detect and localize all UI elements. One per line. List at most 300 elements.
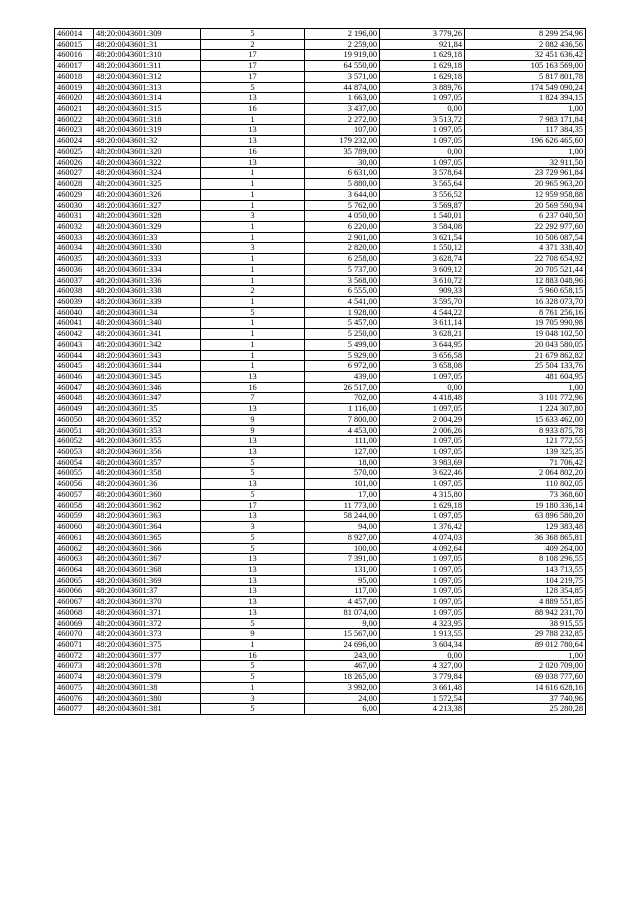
cell-cadastral-number: 48:20:0043601:35 [94,404,201,415]
cell-cadastral-value: 1,00 [465,650,586,661]
cell-area: 3 992,00 [305,682,380,693]
cell-specific-value: 3 658,08 [380,361,465,372]
cell-specific-value: 1 097,05 [380,586,465,597]
cell-id: 460048 [55,393,94,404]
cell-specific-value: 3 889,76 [380,82,465,93]
cell-cadastral-value: 117 384,35 [465,125,586,136]
cell-specific-value: 1 572,54 [380,693,465,704]
cell-specific-value: 1 097,05 [380,157,465,168]
cell-cadastral-value: 36 368 865,81 [465,532,586,543]
cell-category: 1 [201,350,305,361]
cell-specific-value: 1 629,18 [380,71,465,82]
cell-area: 1 928,00 [305,307,380,318]
cell-area: 243,00 [305,650,380,661]
cell-category: 2 [201,39,305,50]
cell-id: 460044 [55,350,94,361]
cell-category: 5 [201,468,305,479]
cell-cadastral-number: 48:20:0043601:333 [94,254,201,265]
cell-id: 460021 [55,104,94,115]
table-row [55,414,586,425]
cell-id: 460025 [55,146,94,157]
cell-specific-value: 1 097,05 [380,554,465,565]
cell-id: 460016 [55,50,94,61]
table-row [55,650,586,661]
table-row [55,39,586,50]
cell-specific-value: 2 004,29 [380,414,465,425]
cell-id: 460074 [55,672,94,683]
cell-area: 111,00 [305,436,380,447]
cell-cadastral-number: 48:20:0043601:324 [94,168,201,179]
cell-cadastral-number: 48:20:0043601:326 [94,189,201,200]
cell-id: 460029 [55,189,94,200]
table-row [55,232,586,243]
cell-id: 460060 [55,522,94,533]
cell-specific-value: 4 327,00 [380,661,465,672]
cell-specific-value: 3 661,48 [380,682,465,693]
cell-id: 460028 [55,179,94,190]
cell-specific-value: 4 074,03 [380,532,465,543]
table-row [55,307,586,318]
cell-specific-value: 3 565,64 [380,179,465,190]
cell-category: 9 [201,425,305,436]
cell-area: 81 074,00 [305,607,380,618]
cell-specific-value: 4 323,95 [380,618,465,629]
table-row [55,372,586,383]
cell-cadastral-number: 48:20:0043601:37 [94,586,201,597]
cell-id: 460039 [55,296,94,307]
cell-id: 460034 [55,243,94,254]
cell-cadastral-number: 48:20:0043601:318 [94,114,201,125]
cell-cadastral-value: 89 012 780,64 [465,639,586,650]
cell-cadastral-number: 48:20:0043601:372 [94,618,201,629]
cell-id: 460042 [55,329,94,340]
cell-id: 460026 [55,157,94,168]
table-row [55,425,586,436]
table-row [55,296,586,307]
cell-cadastral-number: 48:20:0043601:319 [94,125,201,136]
cell-cadastral-value: 1,00 [465,146,586,157]
cell-cadastral-value: 6 237 040,50 [465,211,586,222]
cell-id: 460064 [55,564,94,575]
cell-category: 16 [201,650,305,661]
table-row [55,447,586,458]
cell-id: 460035 [55,254,94,265]
cell-id: 460033 [55,232,94,243]
table-row [55,318,586,329]
cell-cadastral-value: 12 959 958,88 [465,189,586,200]
cell-area: 2 259,00 [305,39,380,50]
cell-cadastral-value: 32 451 636,42 [465,50,586,61]
cell-id: 460015 [55,39,94,50]
table-row [55,575,586,586]
cell-area: 64 550,00 [305,61,380,72]
cell-specific-value: 0,00 [380,146,465,157]
cell-category: 9 [201,629,305,640]
table-row [55,522,586,533]
cell-specific-value: 3 609,12 [380,264,465,275]
cell-cadastral-number: 48:20:0043601:328 [94,211,201,222]
cell-area: 5 929,00 [305,350,380,361]
cell-id: 460050 [55,414,94,425]
cell-specific-value: 1 629,18 [380,50,465,61]
cell-cadastral-number: 48:20:0043601:315 [94,104,201,115]
cell-id: 460067 [55,597,94,608]
cell-id: 460055 [55,468,94,479]
cell-cadastral-value: 73 368,60 [465,489,586,500]
cell-category: 13 [201,554,305,565]
cell-category: 5 [201,661,305,672]
cell-id: 460058 [55,500,94,511]
cell-category: 1 [201,318,305,329]
cell-area: 3 437,00 [305,104,380,115]
cell-cadastral-value: 25 504 133,76 [465,361,586,372]
cell-cadastral-value: 23 729 961,84 [465,168,586,179]
cell-area: 101,00 [305,479,380,490]
cell-cadastral-value: 1,00 [465,382,586,393]
table-row [55,436,586,447]
cell-category: 7 [201,393,305,404]
table-row [55,554,586,565]
cell-cadastral-number: 48:20:0043601:353 [94,425,201,436]
cell-id: 460037 [55,275,94,286]
cell-area: 127,00 [305,447,380,458]
cell-category: 5 [201,704,305,715]
cell-specific-value: 4 418,48 [380,393,465,404]
table-row [55,393,586,404]
cell-category: 1 [201,114,305,125]
cell-category: 13 [201,136,305,147]
cell-area: 100,00 [305,543,380,554]
cell-category: 13 [201,597,305,608]
cell-specific-value: 1 097,05 [380,511,465,522]
table-row [55,243,586,254]
cell-cadastral-value: 143 713,55 [465,564,586,575]
cell-cadastral-number: 48:20:0043601:322 [94,157,201,168]
table-row [55,50,586,61]
cell-cadastral-value: 16 328 073,70 [465,296,586,307]
table-row [55,189,586,200]
table-row [55,468,586,479]
cell-area: 35 789,00 [305,146,380,157]
cell-specific-value: 4 213,38 [380,704,465,715]
cell-area: 11 773,00 [305,500,380,511]
cell-cadastral-value: 139 325,35 [465,447,586,458]
cell-id: 460054 [55,457,94,468]
cell-cadastral-number: 48:20:0043601:360 [94,489,201,500]
cell-cadastral-number: 48:20:0043601:362 [94,500,201,511]
cell-cadastral-number: 48:20:0043601:358 [94,468,201,479]
cell-area: 131,00 [305,564,380,575]
cell-cadastral-value: 4 889 551,85 [465,597,586,608]
cell-category: 1 [201,264,305,275]
cell-cadastral-number: 48:20:0043601:34 [94,307,201,318]
cell-specific-value: 1 097,05 [380,607,465,618]
cell-id: 460049 [55,404,94,415]
table-body [55,29,586,715]
cell-id: 460040 [55,307,94,318]
cell-specific-value: 1 550,12 [380,243,465,254]
cell-category: 3 [201,211,305,222]
cell-cadastral-number: 48:20:0043601:339 [94,296,201,307]
cell-area: 107,00 [305,125,380,136]
cell-specific-value: 3 556,52 [380,189,465,200]
cell-specific-value: 1 097,05 [380,93,465,104]
cell-specific-value: 3 779,84 [380,672,465,683]
table-row [55,125,586,136]
cell-cadastral-number: 48:20:0043601:375 [94,639,201,650]
table-row [55,82,586,93]
cell-cadastral-value: 7 983 171,84 [465,114,586,125]
cell-cadastral-number: 48:20:0043601:344 [94,361,201,372]
table-row [55,146,586,157]
cell-specific-value: 0,00 [380,650,465,661]
cell-category: 3 [201,243,305,254]
cell-id: 460047 [55,382,94,393]
cell-cadastral-value: 21 679 862,82 [465,350,586,361]
cell-cadastral-number: 48:20:0043601:373 [94,629,201,640]
cell-specific-value: 0,00 [380,382,465,393]
cell-cadastral-number: 48:20:0043601:312 [94,71,201,82]
cell-id: 460030 [55,200,94,211]
cell-specific-value: 3 513,72 [380,114,465,125]
cell-area: 2 901,00 [305,232,380,243]
cadastral-value-table [54,28,586,715]
cell-id: 460022 [55,114,94,125]
cell-id: 460045 [55,361,94,372]
cell-area: 6 972,00 [305,361,380,372]
table-row [55,382,586,393]
cell-category: 5 [201,457,305,468]
cell-category: 2 [201,286,305,297]
cell-area: 17,00 [305,489,380,500]
cell-specific-value: 3 604,34 [380,639,465,650]
cell-cadastral-value: 409 264,00 [465,543,586,554]
cell-area: 5 457,00 [305,318,380,329]
cell-id: 460066 [55,586,94,597]
table-row [55,489,586,500]
cell-area: 4 050,00 [305,211,380,222]
cell-category: 17 [201,61,305,72]
cell-cadastral-number: 48:20:0043601:355 [94,436,201,447]
cell-category: 16 [201,382,305,393]
cell-cadastral-value: 20 705 521,44 [465,264,586,275]
cell-specific-value: 3 628,21 [380,329,465,340]
cell-area: 2 272,00 [305,114,380,125]
cell-area: 4 457,00 [305,597,380,608]
cell-specific-value: 1 097,05 [380,136,465,147]
table-row [55,157,586,168]
cell-id: 460032 [55,221,94,232]
table-row [55,361,586,372]
cell-category: 13 [201,511,305,522]
cell-cadastral-value: 88 942 231,70 [465,607,586,618]
cell-id: 460020 [55,93,94,104]
cell-category: 1 [201,296,305,307]
cell-category: 13 [201,586,305,597]
cell-cadastral-number: 48:20:0043601:345 [94,372,201,383]
cell-cadastral-number: 48:20:0043601:343 [94,350,201,361]
table-row [55,29,586,40]
cell-specific-value: 1 540,01 [380,211,465,222]
cell-cadastral-number: 48:20:0043601:365 [94,532,201,543]
cell-specific-value: 4 544,22 [380,307,465,318]
table-row [55,704,586,715]
cell-specific-value: 1 097,05 [380,564,465,575]
cell-area: 5 880,00 [305,179,380,190]
cell-cadastral-value: 4 371 338,40 [465,243,586,254]
cell-cadastral-value: 22 708 654,92 [465,254,586,265]
cell-cadastral-number: 48:20:0043601:334 [94,264,201,275]
cell-category: 13 [201,479,305,490]
cell-cadastral-value: 15 633 462,00 [465,414,586,425]
cell-category: 3 [201,522,305,533]
cell-category: 13 [201,125,305,136]
cell-area: 9,00 [305,618,380,629]
cell-id: 460017 [55,61,94,72]
cell-category: 5 [201,29,305,40]
cell-area: 5 762,00 [305,200,380,211]
table-row [55,564,586,575]
cell-area: 5 737,00 [305,264,380,275]
table-row [55,93,586,104]
cell-cadastral-value: 1,00 [465,104,586,115]
cell-area: 44 874,00 [305,82,380,93]
cell-area: 6 258,00 [305,254,380,265]
cell-cadastral-number: 48:20:0043601:320 [94,146,201,157]
cell-category: 3 [201,693,305,704]
cell-cadastral-number: 48:20:0043601:330 [94,243,201,254]
table-row [55,71,586,82]
cell-cadastral-value: 2 064 802,20 [465,468,586,479]
cell-specific-value: 1 097,05 [380,125,465,136]
cell-id: 460038 [55,286,94,297]
cell-cadastral-value: 110 802,05 [465,479,586,490]
cell-id: 460027 [55,168,94,179]
cell-cadastral-number: 48:20:0043601:352 [94,414,201,425]
cell-specific-value: 1 097,05 [380,404,465,415]
cell-cadastral-value: 69 038 777,60 [465,672,586,683]
cell-category: 1 [201,329,305,340]
cell-cadastral-value: 63 896 580,20 [465,511,586,522]
cell-category: 16 [201,146,305,157]
cell-category: 13 [201,372,305,383]
cell-id: 460051 [55,425,94,436]
cell-specific-value: 909,33 [380,286,465,297]
cell-cadastral-number: 48:20:0043601:340 [94,318,201,329]
cell-category: 16 [201,104,305,115]
cell-category: 1 [201,168,305,179]
cell-cadastral-number: 48:20:0043601:338 [94,286,201,297]
cell-cadastral-number: 48:20:0043601:309 [94,29,201,40]
table-row [55,511,586,522]
cell-cadastral-value: 14 616 628,16 [465,682,586,693]
cell-specific-value: 4 315,80 [380,489,465,500]
table-row [55,500,586,511]
cell-area: 6 555,00 [305,286,380,297]
table-row [55,607,586,618]
cell-id: 460056 [55,479,94,490]
table-row [55,457,586,468]
cell-area: 6 220,00 [305,221,380,232]
cell-id: 460023 [55,125,94,136]
cell-cadastral-value: 22 292 977,60 [465,221,586,232]
cell-id: 460069 [55,618,94,629]
cell-cadastral-number: 48:20:0043601:336 [94,275,201,286]
cell-cadastral-value: 104 219,75 [465,575,586,586]
cell-specific-value: 1 376,42 [380,522,465,533]
table-row [55,254,586,265]
cell-area: 7 800,00 [305,414,380,425]
cell-id: 460070 [55,629,94,640]
cell-cadastral-number: 48:20:0043601:356 [94,447,201,458]
cell-specific-value: 3 656,58 [380,350,465,361]
cell-cadastral-number: 48:20:0043601:310 [94,50,201,61]
table-row [55,639,586,650]
cell-area: 2 196,00 [305,29,380,40]
cell-category: 13 [201,575,305,586]
cell-cadastral-value: 38 915,55 [465,618,586,629]
cell-area: 15 567,00 [305,629,380,640]
cell-category: 5 [201,82,305,93]
cell-category: 1 [201,639,305,650]
document-page [54,28,586,715]
cell-specific-value: 921,84 [380,39,465,50]
cell-cadastral-number: 48:20:0043601:363 [94,511,201,522]
table-row [55,104,586,115]
cell-cadastral-number: 48:20:0043601:31 [94,39,201,50]
table-row [55,543,586,554]
table-row [55,693,586,704]
cell-category: 13 [201,564,305,575]
cell-area: 1 663,00 [305,93,380,104]
cell-cadastral-value: 128 354,85 [465,586,586,597]
cell-cadastral-value: 25 280,28 [465,704,586,715]
cell-specific-value: 1 629,18 [380,61,465,72]
cell-category: 13 [201,607,305,618]
cell-category: 5 [201,489,305,500]
cell-category: 1 [201,189,305,200]
cell-area: 4 541,00 [305,296,380,307]
cell-cadastral-value: 12 883 048,96 [465,275,586,286]
table-row [55,479,586,490]
cell-cadastral-value: 20 569 590,94 [465,200,586,211]
table-row [55,221,586,232]
cell-area: 5 499,00 [305,339,380,350]
cell-cadastral-number: 48:20:0043601:346 [94,382,201,393]
table-row [55,200,586,211]
cell-id: 460018 [55,71,94,82]
cell-id: 460057 [55,489,94,500]
cell-cadastral-value: 105 163 569,00 [465,61,586,72]
cell-area: 439,00 [305,372,380,383]
cell-id: 460036 [55,264,94,275]
cell-specific-value: 1 097,05 [380,575,465,586]
cell-cadastral-number: 48:20:0043601:379 [94,672,201,683]
cell-cadastral-number: 48:20:0043601:357 [94,457,201,468]
cell-id: 460061 [55,532,94,543]
cell-category: 17 [201,50,305,61]
table-row [55,264,586,275]
cell-area: 3 571,00 [305,71,380,82]
cell-specific-value: 3 578,64 [380,168,465,179]
table-row [55,211,586,222]
table-row [55,350,586,361]
cell-category: 5 [201,307,305,318]
cell-specific-value: 1 913,55 [380,629,465,640]
cell-area: 19 919,00 [305,50,380,61]
cell-area: 179 232,00 [305,136,380,147]
cell-area: 24,00 [305,693,380,704]
